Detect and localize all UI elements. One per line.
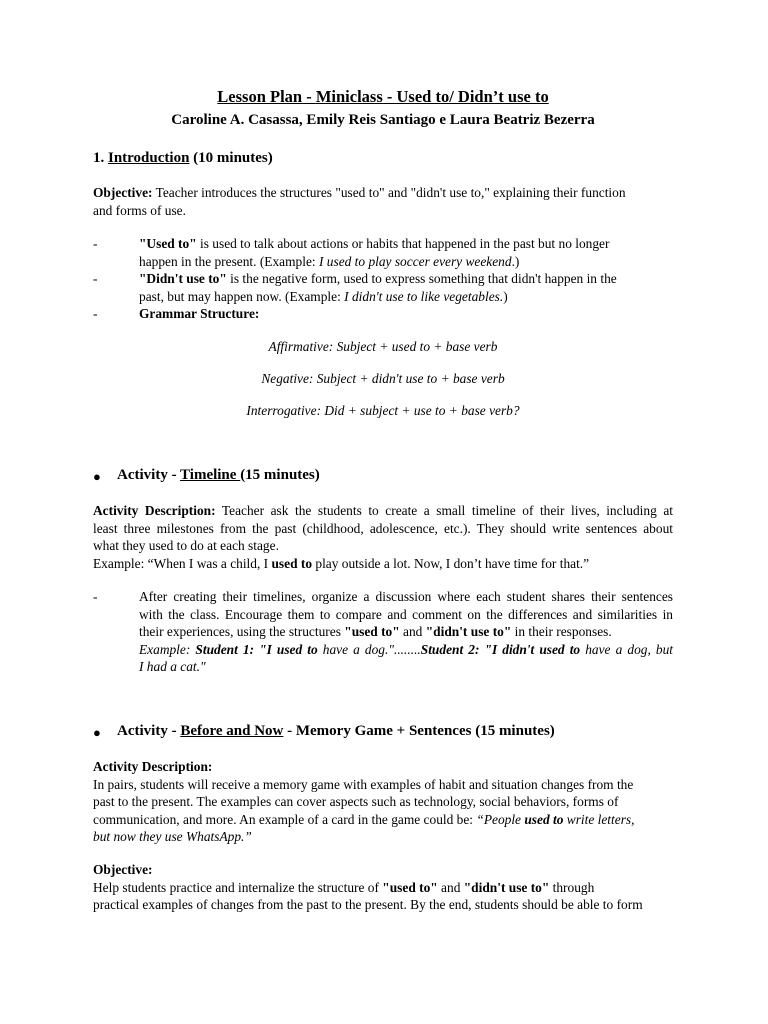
section-number: 1. <box>93 150 108 166</box>
list-item <box>93 235 673 270</box>
description-text: In pairs, students will receive a memory game with examples of habit and situation changes from the <box>93 776 634 792</box>
structure-affirmative: Affirmative: Subject + used to + base verb <box>268 339 498 354</box>
example-text: I had a cat." <box>139 659 206 674</box>
student-1-example: Student 1: "I used to <box>195 641 318 657</box>
list-item-text: past, but may happen now. (Example: <box>139 288 345 304</box>
dash-marker: - <box>93 589 98 604</box>
card-example-bold: used to <box>524 811 564 827</box>
list-item-text: After creating their timelines, organize a discussion where each student shares their sentences <box>139 589 673 604</box>
term-used-to: "Used to" <box>139 236 197 251</box>
activity-name: Before and Now <box>180 723 284 739</box>
objective-text: Help students practice and internalize the structure of <box>93 879 383 895</box>
objective-text: Teacher introduces the structures "used to" and "didn't use to," explaining their function <box>152 185 626 200</box>
structure-interrogative: Interrogative: Did + subject + use to + base verb? <box>246 403 520 418</box>
section-title: Introduction <box>108 150 190 166</box>
title-separator: - <box>382 87 397 106</box>
objective-label: Objective: <box>93 185 153 200</box>
document-title <box>93 88 673 106</box>
dash-marker: - <box>93 306 98 321</box>
list-item-text: .) <box>511 253 520 269</box>
activity-prefix: Activity - <box>117 723 181 739</box>
objective-text: and <box>437 879 464 895</box>
example-text: Example: “When I was a child, I <box>93 555 272 571</box>
description-label: Activity Description: <box>93 503 216 518</box>
objective-text: through <box>549 879 595 895</box>
title-topic: Used to/ Didn’t use to <box>396 87 549 106</box>
example-text: I didn't use to like vegetables. <box>344 288 504 304</box>
term-didnt-use-to: "didn't use to" <box>463 879 550 895</box>
example-text: play outside a lot. Now, I don’t have time for that.” <box>312 555 590 571</box>
section-heading-introduction <box>93 150 273 168</box>
list-item-text: with the class. Encourage them to compare and comment on the differences and similarities in <box>139 606 673 622</box>
description-text: least three milestones from the past (childhood, adolescence, etc.). They should write sentences about <box>93 520 673 536</box>
description-text: past to the present. The examples can cover aspects such as technology, social behaviors, forms of <box>93 794 619 809</box>
example-bold: used to <box>271 555 313 571</box>
activity-prefix: Activity - <box>117 467 181 483</box>
intro-objective <box>93 184 673 219</box>
grammar-structure-label: Grammar Structure: <box>139 306 260 321</box>
list-item-text: their experiences, using the structures <box>139 624 345 639</box>
structure-negative: Negative: Subject + didn't use to + base verb <box>261 371 505 386</box>
activity-name: Timeline <box>180 467 241 483</box>
list-item-text: is used to talk about actions or habits that happened in the past but no longer <box>196 236 610 251</box>
term-used-to: "used to" <box>344 624 400 639</box>
list-item <box>93 305 673 323</box>
example-label: Example: <box>139 641 196 657</box>
list-item-text: happen in the present. (Example: <box>139 253 319 269</box>
example-text: I used to play soccer every weekend <box>318 253 512 269</box>
list-item <box>93 588 674 676</box>
description-label: Activity Description: <box>93 759 213 774</box>
activity-heading-timeline <box>93 467 320 485</box>
authors-line: Caroline A. Casassa, Emily Reis Santiago e Laura Beatriz Bezerra <box>171 112 595 128</box>
bullet-marker: ● <box>93 469 101 484</box>
title-lesson-plan: Lesson Plan <box>217 87 303 106</box>
card-example: but now they use WhatsApp.” <box>93 829 252 844</box>
student-2-example: Student 2: "I didn't used to <box>420 641 581 657</box>
description-text: what they used to do at each stage. <box>93 538 279 553</box>
title-miniclass: Miniclass <box>315 87 383 106</box>
term-used-to: "used to" <box>382 879 438 895</box>
section-duration: (10 minutes) <box>189 150 273 166</box>
description-text: communication, and more. An example of a card in the game could be: <box>93 811 477 827</box>
description-text: Teacher ask the students to create a small timeline of their lives, including at <box>215 503 673 518</box>
list-item-text: and <box>399 624 426 639</box>
activity-duration: (15 minutes) <box>240 467 320 483</box>
list-item-text: is the negative form, used to express something that didn't happen in the <box>226 271 617 286</box>
objective-text: practical examples of changes from the past to the present. By the end, students should be able to form <box>93 897 643 912</box>
card-example: write letters, <box>563 811 635 827</box>
list-item <box>93 270 673 305</box>
bullet-marker: ● <box>93 725 101 740</box>
term-didnt-use-to: "Didn't use to" <box>139 271 227 286</box>
term-didnt-use-to: "didn't use to" <box>425 624 512 639</box>
list-item-text: in their responses. <box>511 624 612 639</box>
objective-text: and forms of use. <box>93 202 186 218</box>
timeline-description <box>93 502 673 572</box>
dash-marker: - <box>93 271 98 286</box>
memory-game-description <box>93 758 673 846</box>
title-separator: - <box>302 87 316 106</box>
list-item-text: ) <box>503 288 508 304</box>
dash-marker: - <box>93 236 98 251</box>
example-text: have a dog, but <box>580 641 674 657</box>
card-example: “People <box>476 811 525 827</box>
timeline-example <box>93 555 673 573</box>
example-text: have a dog."........ <box>317 641 421 657</box>
objective-label: Objective: <box>93 862 153 877</box>
activity-duration: - Memory Game + Sentences (15 minutes) <box>283 723 555 739</box>
activity-heading-before-and-now <box>93 723 555 741</box>
memory-game-objective <box>93 861 673 914</box>
